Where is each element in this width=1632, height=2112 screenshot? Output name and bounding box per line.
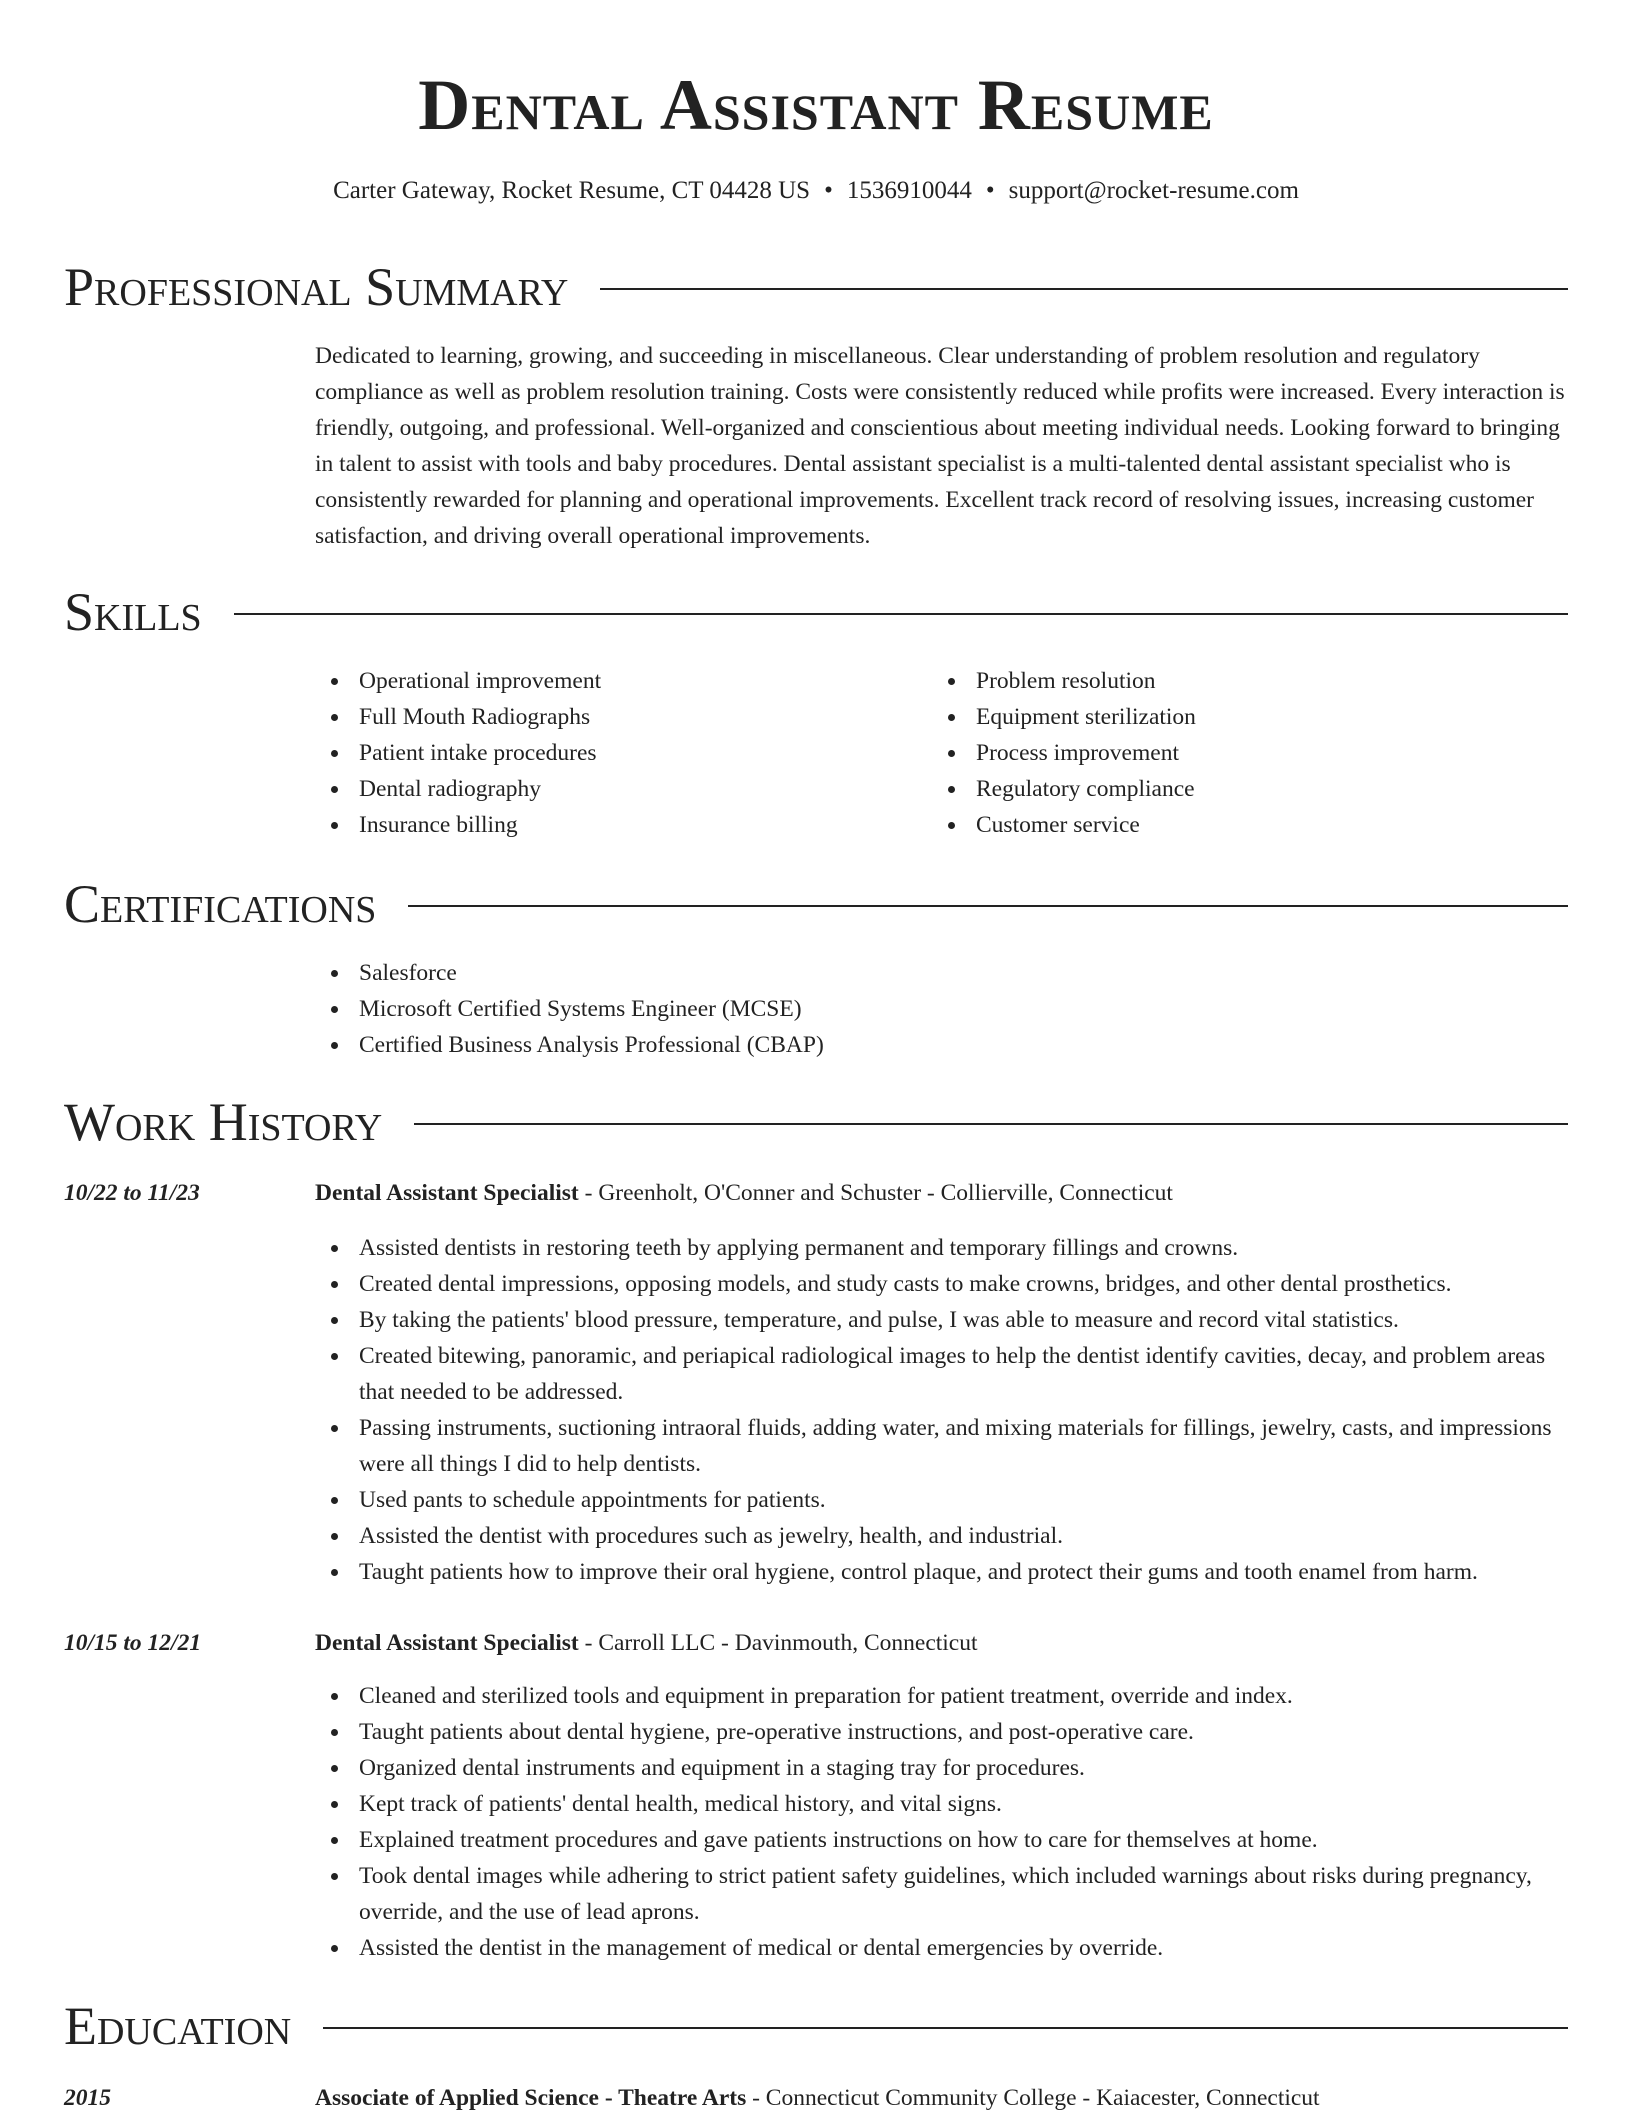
job-duty-item: Assisted the dentist in the management of medical or dental emergencies by override. <box>315 1930 1570 1966</box>
contact-line <box>0 174 1632 208</box>
job-dates: 10/22 to 11/23 <box>64 1180 200 1206</box>
job-duty-item: Kept track of patients' dental health, medical history, and vital signs. <box>315 1786 1570 1822</box>
section-header-certifications <box>64 872 1568 936</box>
section-header-work-history <box>64 1090 1568 1154</box>
job-duty-item: Taught patients about dental hygiene, pre-operative instructions, and post-operative care. <box>315 1714 1570 1750</box>
section-header-education <box>64 1994 1568 2058</box>
section-title-education: Education <box>64 1996 292 2056</box>
job-title: Dental Assistant Specialist <box>315 1630 579 1656</box>
job-duties-list <box>315 1230 1570 1590</box>
certifications-list <box>315 955 1570 1063</box>
education-school-location: - Connecticut Community College - Kaiacester, Connecticut <box>746 2085 1320 2111</box>
job-duty-item: By taking the patients' blood pressure, temperature, and pulse, I was able to measure and record vital statistics. <box>315 1302 1570 1338</box>
job-duty-item: Organized dental instruments and equipment in a staging tray for procedures. <box>315 1750 1570 1786</box>
education-degree: Associate of Applied Science - Theatre Arts <box>315 2085 747 2111</box>
skill-item: Customer service <box>932 807 1532 843</box>
section-divider <box>323 2027 1568 2029</box>
job-duty-item: Assisted the dentist with procedures such as jewelry, health, and industrial. <box>315 1518 1570 1554</box>
section-title-skills: Skills <box>64 582 202 642</box>
skill-item: Problem resolution <box>932 663 1532 699</box>
contact-address: Carter Gateway, Rocket Resume, CT 04428 US <box>333 177 811 204</box>
skills-list-right <box>932 663 1532 843</box>
contact-phone: 1536910044 <box>846 177 972 204</box>
job-duty-item: Took dental images while adhering to strict patient safety guidelines, which included warnings about risks during pregnancy, override, and the use of lead aprons. <box>315 1858 1570 1930</box>
skill-item: Operational improvement <box>315 663 915 699</box>
certification-item: Salesforce <box>315 955 1570 991</box>
skill-item: Insurance billing <box>315 807 915 843</box>
job-employer-location: - Greenholt, O'Conner and Schuster - Collierville, Connecticut <box>578 1180 1173 1206</box>
section-title-work-history: Work History <box>64 1092 383 1152</box>
summary-paragraph: Dedicated to learning, growing, and succeeding in miscellaneous. Clear understanding of problem resolution and regulatory compliance as well as problem resolution training. Costs were consistently reduced while profits were increased. Every interaction is friendly, outgoing, and professional. Well-organized and conscientious about meeting individual needs. Looking forward to bringing in talent to assist with tools and baby procedures. Dental assistant specialist is a multi-talented dental assistant specialist who is consistently rewarded for planning and operational improvements. Excellent track record of resolving issues, increasing customer satisfaction, and driving overall operational improvements. <box>315 343 1565 549</box>
skills-list-left <box>315 663 915 843</box>
section-header-skills <box>64 580 1568 644</box>
skill-item: Process improvement <box>932 735 1532 771</box>
job-title: Dental Assistant Specialist <box>315 1180 579 1206</box>
certification-item: Microsoft Certified Systems Engineer (MCSE) <box>315 991 1570 1027</box>
skill-item: Equipment sterilization <box>932 699 1532 735</box>
job-duty-item: Explained treatment procedures and gave patients instructions on how to care for themselves at home. <box>315 1822 1570 1858</box>
section-title-certifications: Certifications <box>64 874 377 934</box>
skill-item: Dental radiography <box>315 771 915 807</box>
education-entry <box>315 2080 1570 2112</box>
skill-item: Patient intake procedures <box>315 735 915 771</box>
certification-item: Certified Business Analysis Professional (CBAP) <box>315 1027 1570 1063</box>
education-year: 2015 <box>64 2085 111 2111</box>
job-dates: 10/15 to 12/21 <box>64 1630 202 1656</box>
job-duty-item: Passing instruments, suctioning intraoral fluids, adding water, and mixing materials for fillings, jewelry, casts, and impressions were all things I did to help dentists. <box>315 1410 1570 1482</box>
job-employer-location: - Carroll LLC - Davinmouth, Connecticut <box>578 1630 978 1656</box>
job-duty-item: Created dental impressions, opposing models, and study casts to make crowns, bridges, and other dental prosthetics. <box>315 1266 1570 1302</box>
job-duties-list <box>315 1678 1570 1966</box>
section-header-summary <box>64 255 1568 319</box>
section-divider <box>408 905 1568 907</box>
section-divider <box>234 613 1568 615</box>
section-title-summary: Professional Summary <box>64 257 569 317</box>
section-divider <box>414 1123 1568 1125</box>
job-duty-item: Created bitewing, panoramic, and periapical radiological images to help the dentist identify cavities, decay, and problem areas that needed to be addressed. <box>315 1338 1570 1410</box>
resume-title: Dental Assistant Resume <box>418 65 1214 145</box>
skill-item: Full Mouth Radiographs <box>315 699 915 735</box>
job-duty-item: Assisted dentists in restoring teeth by applying permanent and temporary fillings and crowns. <box>315 1230 1570 1266</box>
skill-item: Regulatory compliance <box>932 771 1532 807</box>
job-duty-item: Used pants to schedule appointments for patients. <box>315 1482 1570 1518</box>
contact-separator: • <box>985 177 995 204</box>
job-heading <box>315 1625 1570 1661</box>
section-divider <box>600 288 1568 290</box>
contact-email: support@rocket-resume.com <box>1008 177 1299 204</box>
job-heading <box>315 1175 1570 1211</box>
job-duty-item: Taught patients how to improve their oral hygiene, control plaque, and protect their gums and tooth enamel from harm. <box>315 1554 1570 1590</box>
contact-separator: • <box>824 177 833 204</box>
job-duty-item: Cleaned and sterilized tools and equipment in preparation for patient treatment, override and index. <box>315 1678 1570 1714</box>
